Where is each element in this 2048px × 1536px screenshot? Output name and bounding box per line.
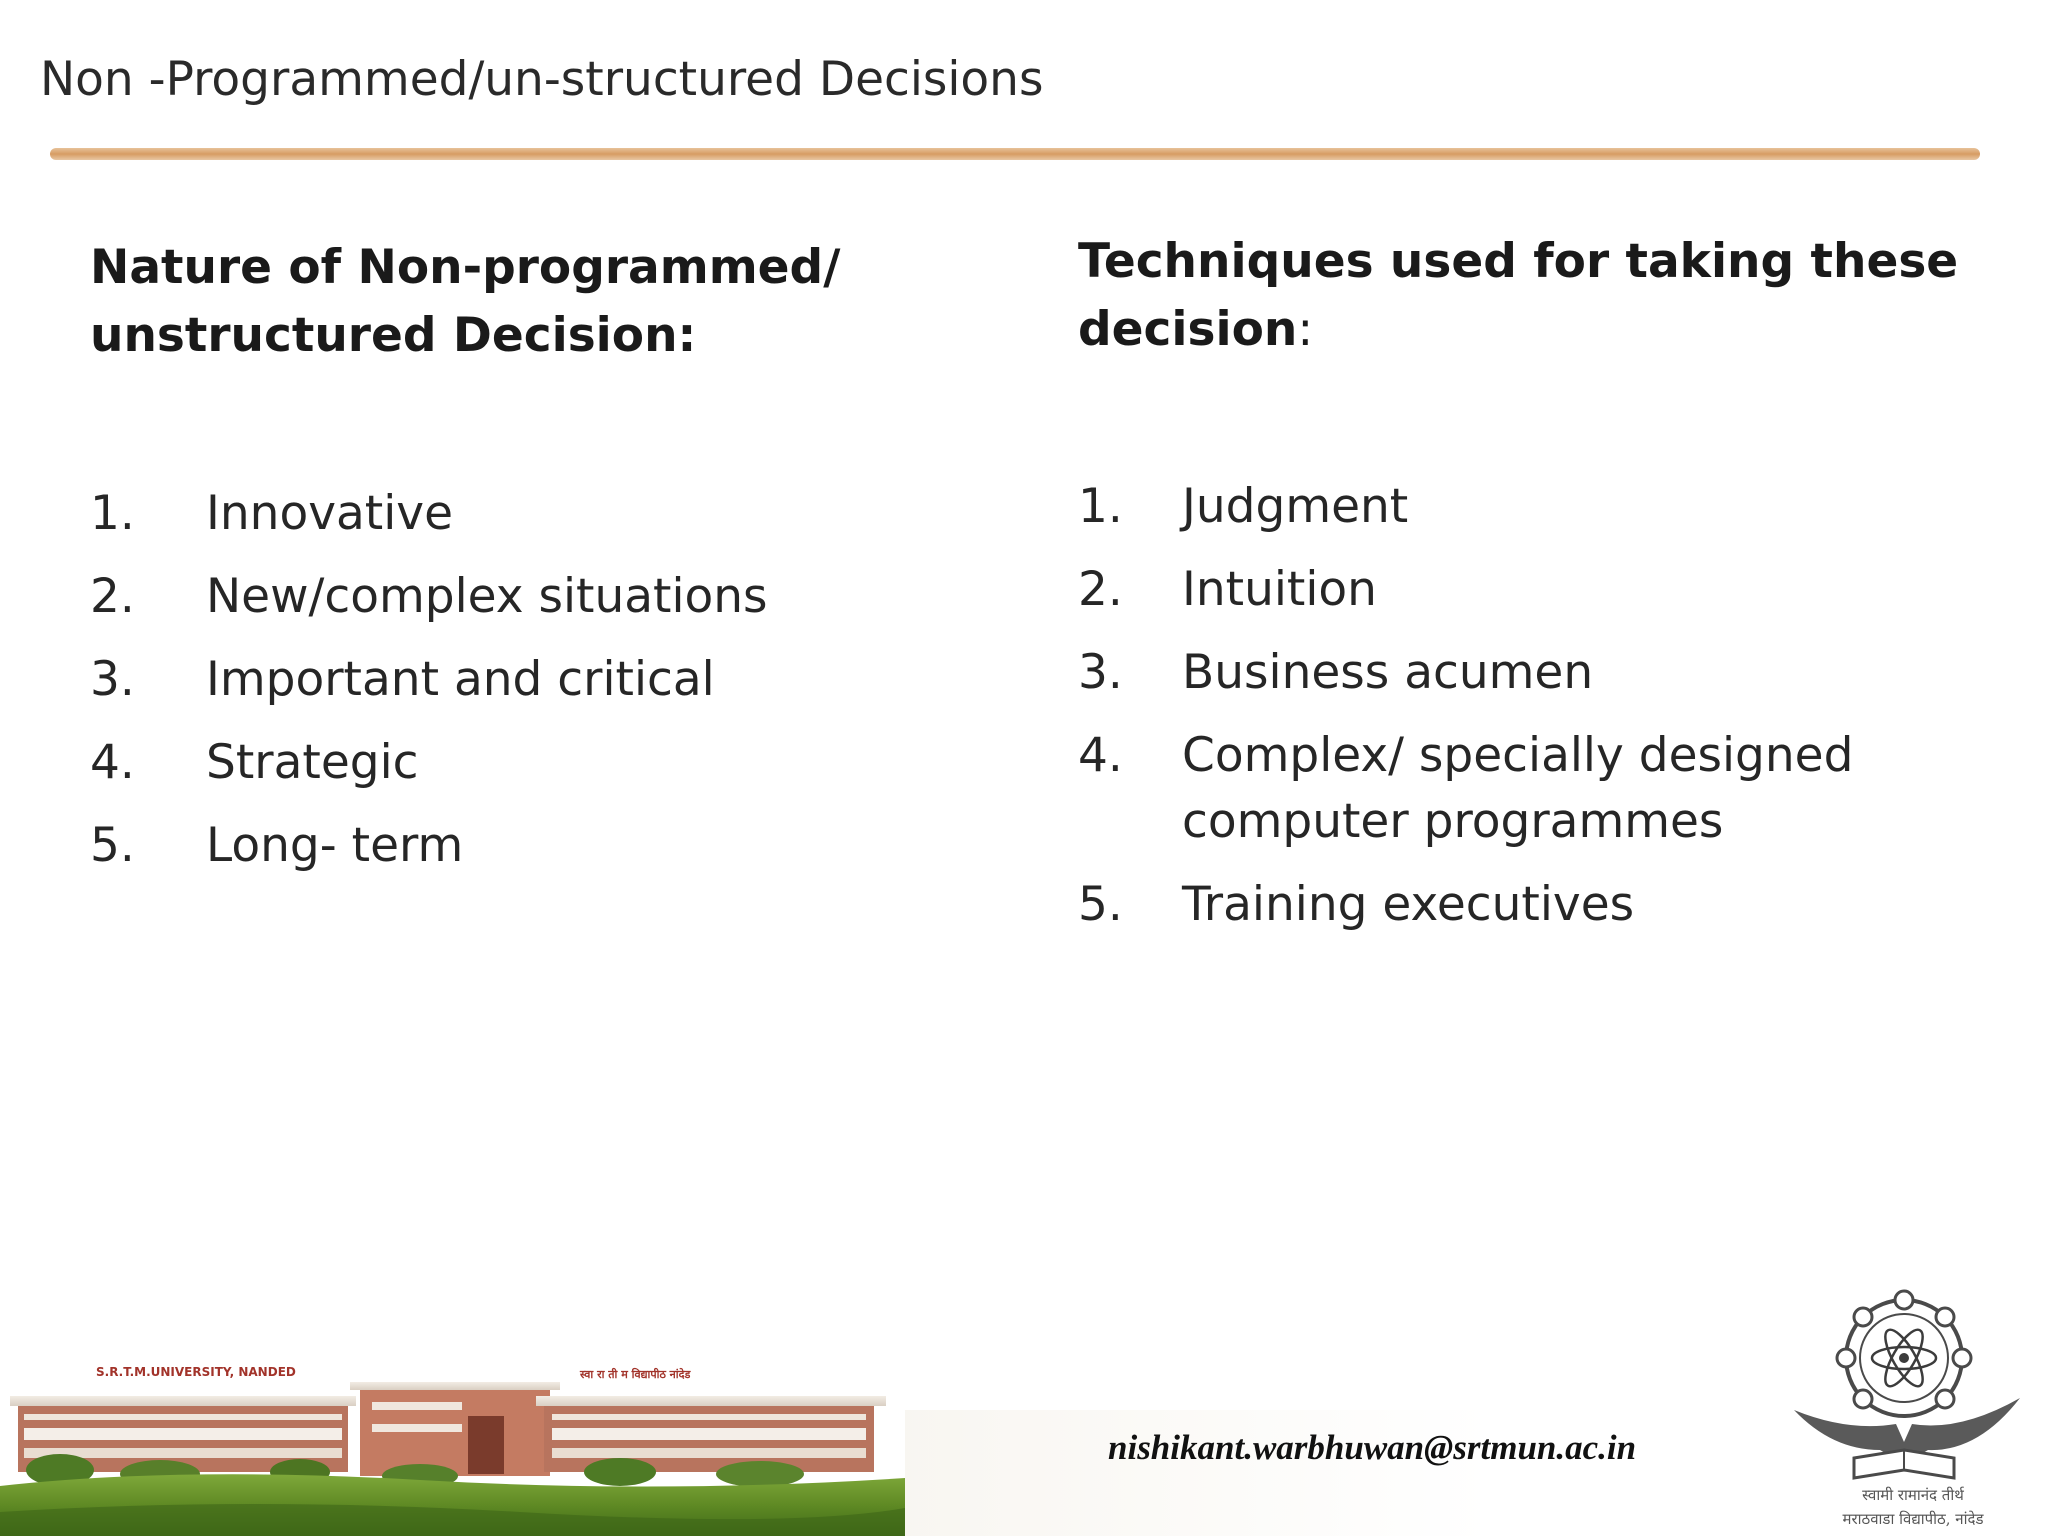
list-item (90, 813, 970, 879)
building-sign-marathi-text: स्वा रा ती म विद्यापीठ नांदेड (580, 1368, 691, 1381)
item-text: Training executives (1182, 877, 1635, 932)
item-number: 3. (1078, 645, 1123, 700)
item-number: 4. (1078, 728, 1123, 783)
item-text: New/complex situations (206, 569, 768, 624)
item-text: Innovative (206, 486, 454, 541)
item-number: 4. (90, 735, 135, 790)
right-column (1078, 228, 1978, 955)
item-text: Long- term (206, 818, 464, 873)
left-column-heading: Nature of Non-programmed/ unstructured Decision: (90, 240, 841, 363)
item-number: 2. (1078, 562, 1123, 617)
nature-list (90, 481, 970, 879)
university-building-image (0, 1362, 905, 1536)
list-item (90, 481, 970, 547)
logo-caption-line-1: स्वामी रामानंद तीर्थ (1862, 1486, 1964, 1504)
list-item (1078, 474, 1978, 540)
item-number: 3. (90, 652, 135, 707)
list-item (1078, 557, 1978, 623)
contact-email[interactable]: nishikant.warbhuwan@srtmun.ac.in (1108, 1428, 1637, 1467)
logo-caption-line-2: मराठवाडा विद्यापीठ, नांदेड (1842, 1510, 1984, 1528)
building-sign-text: S.R.T.M.UNIVERSITY, NANDED (96, 1365, 296, 1379)
list-item (90, 647, 970, 713)
title-divider (50, 148, 1980, 160)
item-number: 5. (90, 818, 135, 873)
item-text: Complex/ specially designed computer programmes (1182, 728, 1854, 849)
right-column-heading-text: Techniques used for taking these decision (1078, 234, 1959, 357)
item-number: 5. (1078, 877, 1123, 932)
techniques-list (1078, 474, 1978, 938)
item-text: Strategic (206, 735, 419, 790)
item-text: Judgment (1182, 479, 1409, 534)
item-number: 1. (1078, 479, 1123, 534)
slide-title: Non -Programmed/un-structured Decisions (40, 52, 1044, 107)
list-item (1078, 723, 1978, 855)
list-item (1078, 640, 1978, 706)
item-number: 1. (90, 486, 135, 541)
right-column-heading (1078, 228, 1978, 364)
item-number: 2. (90, 569, 135, 624)
item-text: Important and critical (206, 652, 715, 707)
list-item (90, 730, 970, 796)
item-text: Intuition (1182, 562, 1377, 617)
list-item (90, 564, 970, 630)
left-column (90, 234, 970, 896)
item-text: Business acumen (1182, 645, 1594, 700)
right-column-heading-colon: : (1297, 302, 1314, 357)
list-item (1078, 872, 1978, 938)
